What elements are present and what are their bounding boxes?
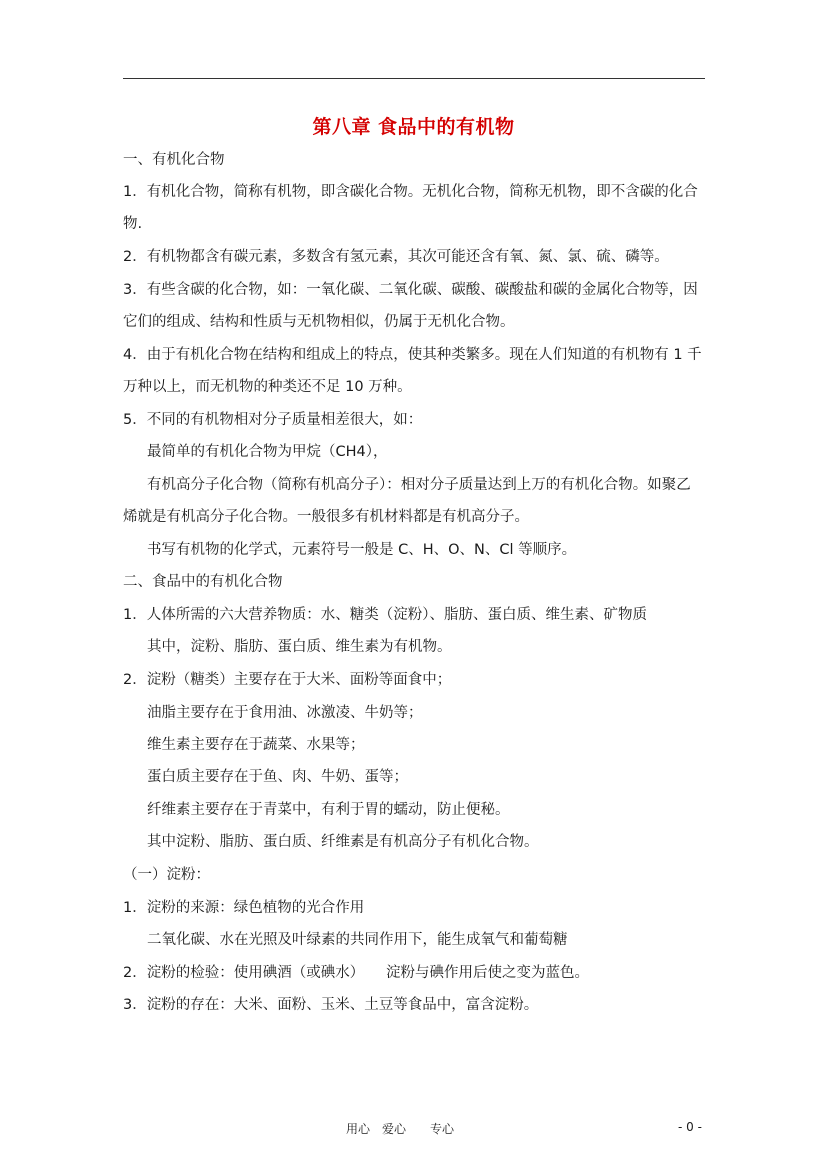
subsection-heading: （一）淀粉：	[123, 867, 210, 883]
paragraph-line: 2．淀粉（糖类）主要存在于大米、面粉等面食中；	[123, 672, 452, 688]
paragraph-line: 蛋白质主要存在于鱼、肉、牛奶、蛋等；	[147, 769, 408, 785]
paragraph-line: 维生素主要存在于蔬菜、水果等；	[147, 737, 365, 753]
page-number: - 0 -	[678, 1120, 702, 1134]
paragraph-line: 有机高分子化合物（简称有机高分子）：相对分子质量达到上万的有机化合物。如聚乙	[147, 477, 691, 493]
paragraph-line: 油脂主要存在于食用油、冰激凌、牛奶等；	[147, 705, 423, 721]
paragraph-line: 书写有机物的化学式，元素符号一般是 C、H、O、N、Cl 等顺序。	[147, 542, 577, 558]
section-heading: 一、有机化合物	[123, 152, 225, 168]
paragraph-line: 其中，淀粉、脂肪、蛋白质、维生素为有机物。	[147, 639, 452, 655]
paragraph-line: 1．淀粉的来源：绿色植物的光合作用	[123, 900, 365, 916]
chapter-title: 第八章 食品中的有机物	[312, 116, 515, 138]
paragraph-line: 其中淀粉、脂肪、蛋白质、纤维素是有机高分子有机化合物。	[147, 834, 539, 850]
paragraph-line: 二氧化碳、水在光照及叶绿素的共同作用下，能生成氧气和葡萄糖	[147, 932, 568, 948]
paragraph-line: 2．淀粉的检验：使用碘酒（或碘水） 淀粉与碘作用后使之变为蓝色。	[123, 965, 589, 981]
paragraph-line: 1．有机化合物，简称有机物，即含碳化合物。无机化合物，简称无机物，即不含碳的化合	[123, 184, 698, 200]
paragraph-line: 万种以上，而无机物的种类还不足 10 万种。	[123, 379, 412, 395]
paragraph-line: 烯就是有机高分子化合物。一般很多有机材料都是有机高分子。	[123, 509, 529, 525]
header-rule	[123, 78, 705, 79]
section-heading: 二、食品中的有机化合物	[123, 574, 283, 590]
paragraph-line: 3．有些含碳的化合物，如：一氧化碳、二氧化碳、碳酸、碳酸盐和碳的金属化合物等，因	[123, 282, 698, 298]
paragraph-line: 物.	[123, 216, 143, 232]
paragraph-line: 纤维素主要存在于青菜中，有利于胃的蠕动，防止便秘。	[147, 802, 510, 818]
paragraph-line: 5．不同的有机物相对分子质量相差很大，如：	[123, 412, 423, 428]
paragraph-line: 最简单的有机化合物为甲烷（CH4），	[147, 444, 388, 460]
paragraph-line: 2．有机物都含有碳元素，多数含有氢元素，其次可能还含有氧、氮、氯、硫、磷等。	[123, 249, 669, 265]
paragraph-line: 4．由于有机化合物在结构和组成上的特点，使其种类繁多。现在人们知道的有机物有 1 千	[123, 347, 702, 363]
paragraph-line: 1．人体所需的六大营养物质：水、糖类（淀粉）、脂肪、蛋白质、维生素、矿物质	[123, 607, 647, 623]
paragraph-line: 3．淀粉的存在：大米、面粉、玉米、土豆等食品中，富含淀粉。	[123, 997, 539, 1013]
paragraph-line: 它们的组成、结构和性质与无机物相似，仍属于无机化合物。	[123, 314, 515, 330]
footer-motto: 用心 爱心 专心	[346, 1122, 455, 1136]
